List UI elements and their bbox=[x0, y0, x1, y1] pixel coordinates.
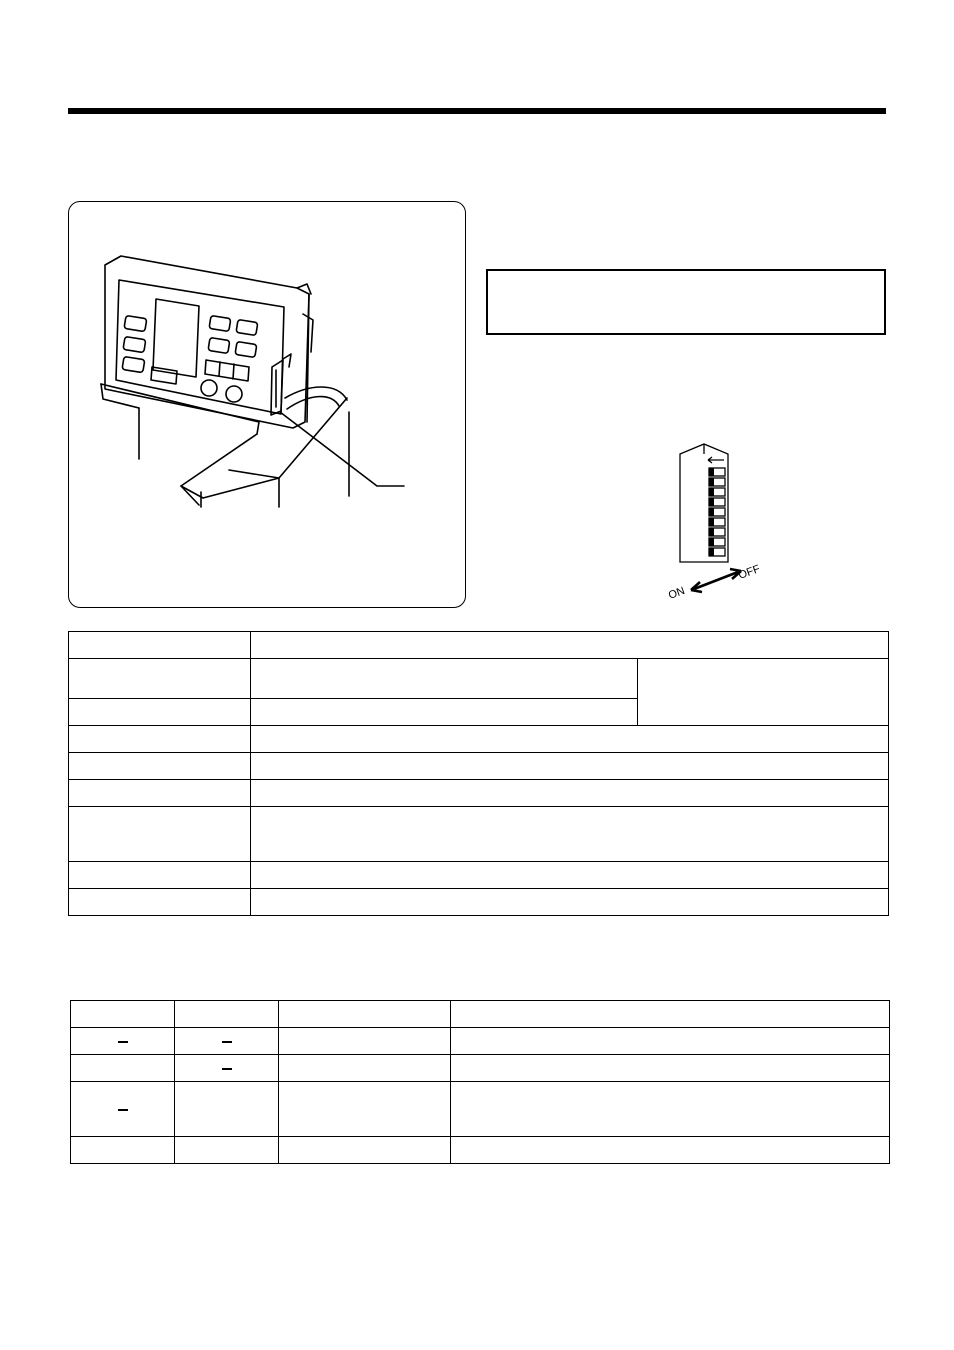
dash-mark bbox=[118, 1041, 128, 1043]
table-cell bbox=[451, 1137, 890, 1164]
note-box bbox=[486, 269, 886, 335]
table-cell bbox=[279, 1082, 451, 1137]
table-cell bbox=[251, 889, 889, 916]
table-cell bbox=[69, 753, 251, 780]
table-row bbox=[69, 632, 889, 659]
table-cell bbox=[279, 1055, 451, 1082]
dip-off-label: OFF bbox=[736, 563, 762, 582]
table-cell bbox=[251, 807, 889, 862]
table-cell bbox=[69, 659, 251, 699]
table-cell bbox=[175, 1001, 279, 1028]
table-cell bbox=[451, 1055, 890, 1082]
table-cell bbox=[279, 1137, 451, 1164]
table-cell bbox=[69, 726, 251, 753]
dash-mark bbox=[222, 1041, 232, 1043]
table-row bbox=[69, 753, 889, 780]
table-cell bbox=[69, 862, 251, 889]
top-horizontal-rule bbox=[68, 108, 886, 114]
table-cell bbox=[175, 1137, 279, 1164]
table-row bbox=[69, 726, 889, 753]
table-cell bbox=[279, 1001, 451, 1028]
table-cell bbox=[638, 659, 889, 726]
table-cell bbox=[69, 632, 251, 659]
table-cell bbox=[71, 1137, 175, 1164]
table-row bbox=[71, 1055, 890, 1082]
table-cell bbox=[71, 1028, 175, 1055]
table-cell bbox=[175, 1028, 279, 1055]
table-cell bbox=[175, 1055, 279, 1082]
table-cell bbox=[71, 1082, 175, 1137]
table-cell bbox=[71, 1001, 175, 1028]
table-cell bbox=[451, 1028, 890, 1055]
table-cell bbox=[69, 699, 251, 726]
dip-switch-drawing bbox=[664, 440, 774, 605]
table-cell bbox=[251, 632, 889, 659]
dip-switch-figure bbox=[664, 440, 774, 605]
table-cell bbox=[451, 1082, 890, 1137]
table-cell bbox=[175, 1082, 279, 1137]
table-cell bbox=[71, 1055, 175, 1082]
table-cell bbox=[279, 1028, 451, 1055]
dip-on-label: ON bbox=[666, 584, 687, 602]
control-panel-drawing bbox=[69, 202, 467, 609]
table-row bbox=[69, 780, 889, 807]
table-cell bbox=[69, 889, 251, 916]
table-row bbox=[71, 1137, 890, 1164]
table-row bbox=[71, 1001, 890, 1028]
table-cell bbox=[69, 807, 251, 862]
dash-mark bbox=[222, 1068, 232, 1070]
table-cell bbox=[251, 862, 889, 889]
table-cell bbox=[451, 1001, 890, 1028]
table-cell bbox=[69, 780, 251, 807]
table-row bbox=[71, 1082, 890, 1137]
table-row bbox=[69, 889, 889, 916]
switch-setting-table bbox=[70, 1000, 890, 1164]
table-row bbox=[69, 862, 889, 889]
settings-table bbox=[68, 631, 889, 916]
table-cell bbox=[251, 753, 889, 780]
dash-mark bbox=[118, 1109, 128, 1111]
table-row bbox=[69, 807, 889, 862]
table-cell bbox=[251, 699, 638, 726]
table-cell bbox=[251, 726, 889, 753]
table-row bbox=[71, 1028, 890, 1055]
table-row bbox=[69, 659, 889, 699]
table-cell bbox=[251, 659, 638, 699]
control-panel-illustration bbox=[68, 201, 466, 608]
table-cell bbox=[251, 780, 889, 807]
